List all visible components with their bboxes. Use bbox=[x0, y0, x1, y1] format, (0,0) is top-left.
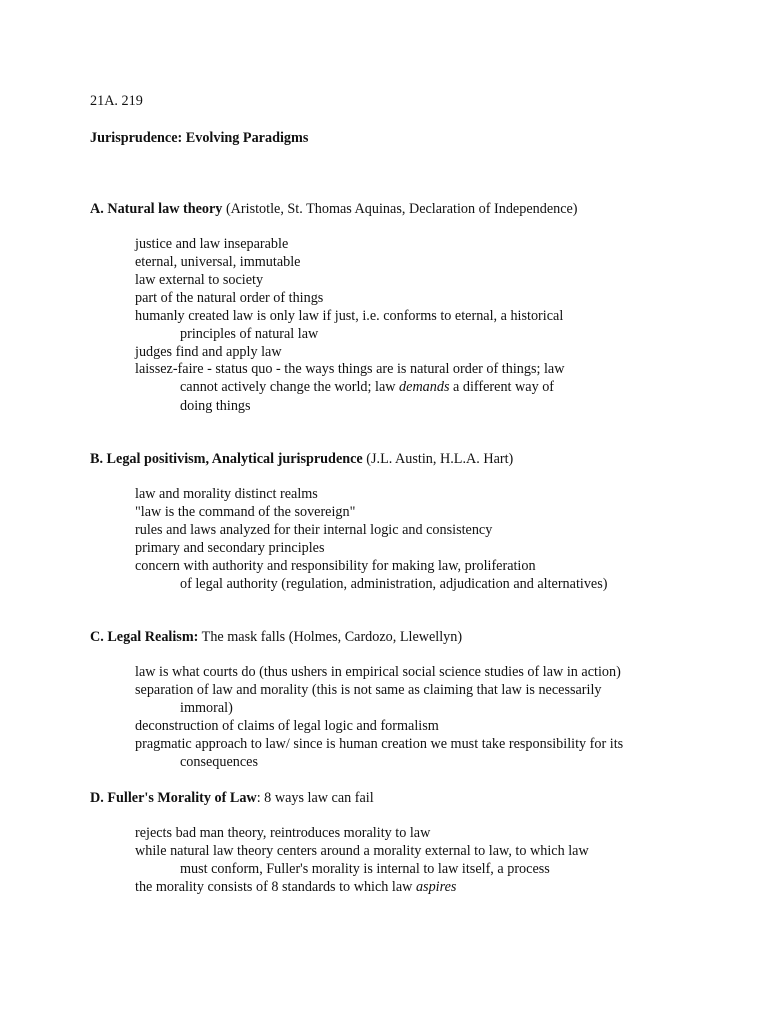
section-b-title: B. Legal positivism, Analytical jurisprudence bbox=[90, 451, 363, 467]
list-item: justice and law inseparable bbox=[135, 236, 289, 252]
list-item: deconstruction of claims of legal logic and formalism bbox=[135, 718, 439, 734]
list-item-continuation: consequences bbox=[180, 754, 258, 770]
list-item: separation of law and morality (this is not same as claiming that law is necessarily bbox=[135, 682, 602, 698]
list-item-continuation: principles of natural law bbox=[180, 326, 319, 342]
section-d-title: D. Fuller's Morality of Law bbox=[90, 790, 257, 806]
list-item: law external to society bbox=[135, 272, 264, 288]
emphasis-text: aspires bbox=[415, 879, 457, 895]
list-item: laissez-faire - status quo - the ways things are is natural order of things; law bbox=[135, 361, 565, 377]
list-item: law and morality distinct realms bbox=[135, 486, 318, 502]
section-a-heading bbox=[90, 200, 578, 218]
emphasis-text: demands bbox=[399, 379, 450, 395]
line-text: cannot actively change the world; law bbox=[180, 379, 400, 395]
course-code: 21A. 219 bbox=[90, 93, 143, 109]
line-text: the morality consists of 8 standards to which law bbox=[135, 879, 416, 895]
list-item: part of the natural order of things bbox=[135, 290, 324, 306]
section-a-subtitle: (Aristotle, St. Thomas Aquinas, Declaration of Independence) bbox=[222, 201, 578, 217]
list-item-continuation: must conform, Fuller's morality is internal to law itself, a process bbox=[180, 861, 550, 877]
section-b-heading bbox=[90, 450, 513, 468]
section-b-subtitle: (J.L. Austin, H.L.A. Hart) bbox=[362, 451, 514, 467]
list-item: primary and secondary principles bbox=[135, 540, 325, 556]
list-item: pragmatic approach to law/ since is human creation we must take responsibility for its bbox=[135, 736, 624, 752]
list-item: while natural law theory centers around a morality external to law, to which law bbox=[135, 843, 589, 859]
list-item: rejects bad man theory, reintroduces morality to law bbox=[135, 825, 431, 841]
section-d-heading bbox=[90, 789, 374, 807]
document-title bbox=[90, 129, 308, 147]
section-c-subtitle: The mask falls (Holmes, Cardozo, Llewellyn) bbox=[198, 629, 463, 645]
section-c-title: C. Legal Realism: bbox=[90, 629, 199, 645]
document-title-text: Jurisprudence: Evolving Paradigms bbox=[90, 130, 309, 146]
section-d-subtitle: : 8 ways law can fail bbox=[256, 790, 374, 806]
list-item: humanly created law is only law if just, i.e. conforms to eternal, a historical bbox=[135, 308, 564, 324]
list-item: eternal, universal, immutable bbox=[135, 254, 301, 270]
list-item: rules and laws analyzed for their internal logic and consistency bbox=[135, 522, 493, 538]
section-c-heading bbox=[90, 628, 462, 646]
list-item-continuation: of legal authority (regulation, administration, adjudication and alternatives) bbox=[180, 576, 608, 592]
list-item-continuation: doing things bbox=[180, 398, 251, 414]
section-a-title: A. Natural law theory bbox=[90, 201, 223, 217]
line-text: a different way of bbox=[449, 379, 555, 395]
list-item: concern with authority and responsibility for making law, proliferation bbox=[135, 558, 536, 574]
list-item bbox=[135, 878, 456, 896]
list-item: "law is the command of the sovereign" bbox=[135, 504, 356, 520]
list-item: judges find and apply law bbox=[135, 344, 282, 360]
list-item: law is what courts do (thus ushers in empirical social science studies of law in action) bbox=[135, 664, 621, 680]
list-item-continuation bbox=[180, 378, 554, 396]
list-item-continuation: immoral) bbox=[180, 700, 233, 716]
